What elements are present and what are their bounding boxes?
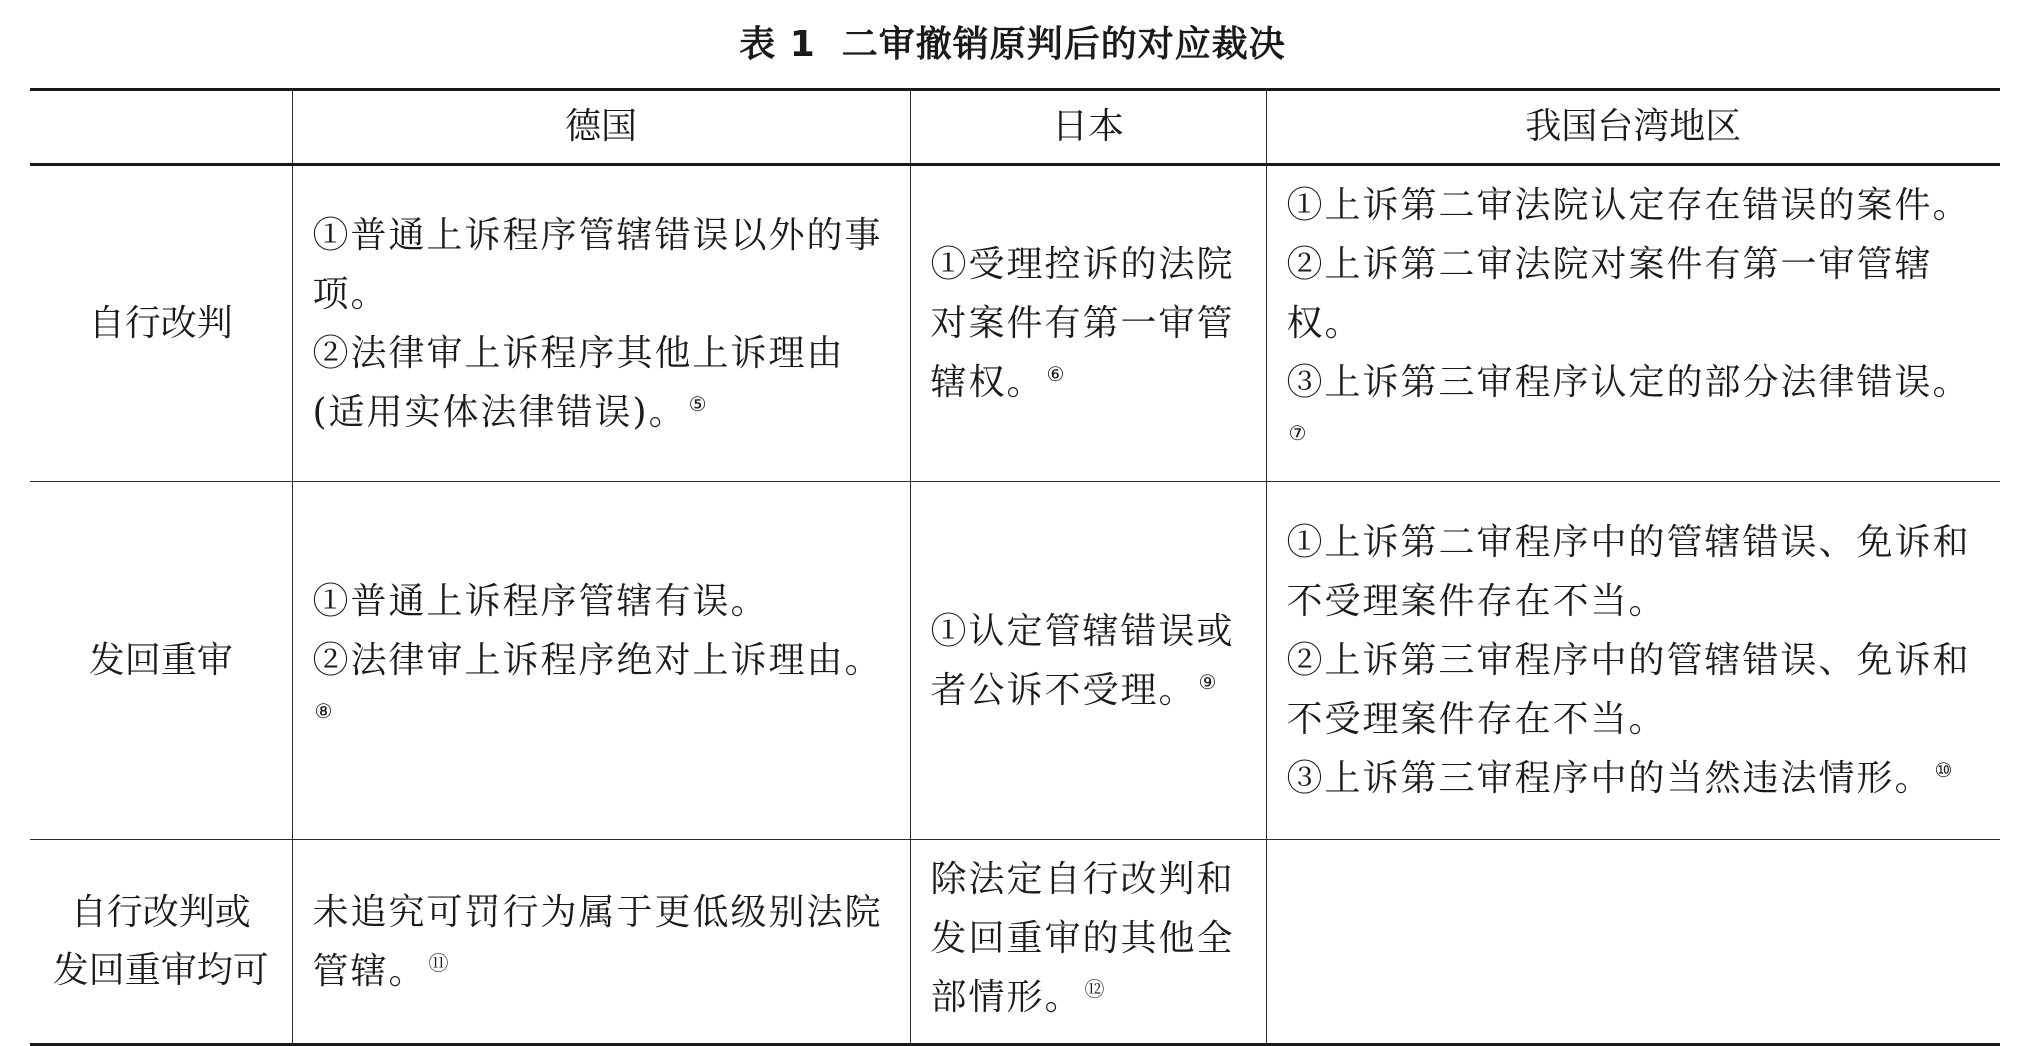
footnote-marker: ⑥ (1046, 362, 1065, 386)
row-label-either (30, 840, 292, 1045)
cell-germany (292, 482, 910, 840)
footnote-marker: ⑦ (1288, 421, 1307, 445)
header-japan: 日本 (910, 90, 1266, 165)
cell-item-last (931, 850, 1248, 1027)
row-label-remand (30, 482, 292, 840)
row-label-line: 发回重审均可 (52, 949, 269, 991)
cell-item-last (1287, 749, 1983, 808)
cell-item: ①普通上诉程序管辖有误。 (312, 581, 769, 622)
header-germany: 德国 (292, 90, 910, 165)
cell-taiwan (1266, 482, 2000, 840)
cell-japan (910, 482, 1266, 840)
header-taiwan: 我国台湾地区 (1266, 90, 2000, 165)
footnote-marker: ⑪ (428, 950, 449, 975)
cell-item-last (313, 883, 892, 1001)
cell-item-last (1287, 353, 1983, 471)
row-label-self-judgment (30, 165, 292, 482)
cell-item: ①普通上诉程序管辖错误以外的事项。 (312, 214, 883, 315)
footnote-marker: ⑨ (1198, 669, 1217, 694)
cell-item: ①上诉第二审法院认定存在错误的案件。 (1286, 185, 1971, 226)
table-title: 二审撤销原判后的对应裁决 (841, 24, 1286, 65)
cell-item: ②上诉第二审法院对案件有第一审管辖权。 (1286, 244, 1933, 344)
comparison-table (30, 88, 2000, 1046)
cell-item-last (313, 631, 892, 749)
table-row (30, 840, 2000, 1045)
cell-item-last (313, 324, 892, 442)
cell-item-text: ③上诉第三审程序认定的部分法律错误。 (1286, 362, 1971, 403)
cell-item-text: ③上诉第三审程序中的当然违法情形。 (1286, 758, 1933, 799)
cell-item-text: ②法律审上诉程序其他上诉理由(适用实体法律错误)。 (312, 332, 845, 433)
cell-germany (292, 840, 910, 1045)
cell-item-last (931, 602, 1248, 720)
footnote-marker: ⑧ (314, 699, 333, 723)
cell-item-last (931, 235, 1248, 412)
footnote-marker: ⑫ (1084, 977, 1105, 1001)
cell-japan (910, 165, 1266, 482)
table-caption (0, 18, 2025, 72)
cell-item-text: 未追究可罚行为属于更低级别法院管辖。 (312, 891, 883, 992)
header-empty (30, 90, 292, 165)
cell-item-text: ②法律审上诉程序绝对上诉理由。 (312, 640, 883, 681)
cell-item: ②上诉第三审程序中的管辖错误、免诉和不受理案件存在不当。 (1286, 640, 1971, 740)
row-label-line: 自行改判或 (70, 891, 251, 933)
footnote-marker: ⑩ (1934, 758, 1953, 782)
cell-germany (292, 165, 910, 482)
cell-item-text: ①认定管辖错误或者公诉不受理。 (930, 610, 1235, 711)
footnote-marker: ⑤ (688, 391, 707, 416)
table-row (30, 482, 2000, 840)
row-label-line: 自行改判 (88, 302, 233, 344)
cell-japan (910, 840, 1266, 1045)
cell-item-text: 除法定自行改判和发回重审的其他全部情形。 (930, 859, 1235, 1018)
cell-item: ①上诉第二审程序中的管辖错误、免诉和不受理案件存在不当。 (1286, 522, 1971, 622)
cell-item-text: ①受理控诉的法院对案件有第一审管辖权。 (930, 244, 1235, 403)
table-number: 表 1 (739, 24, 816, 65)
header-row (30, 90, 2000, 165)
row-label-line: 发回重审 (88, 639, 233, 681)
cell-taiwan (1266, 165, 2000, 482)
table-row (30, 165, 2000, 482)
cell-taiwan-empty (1266, 840, 2000, 1045)
